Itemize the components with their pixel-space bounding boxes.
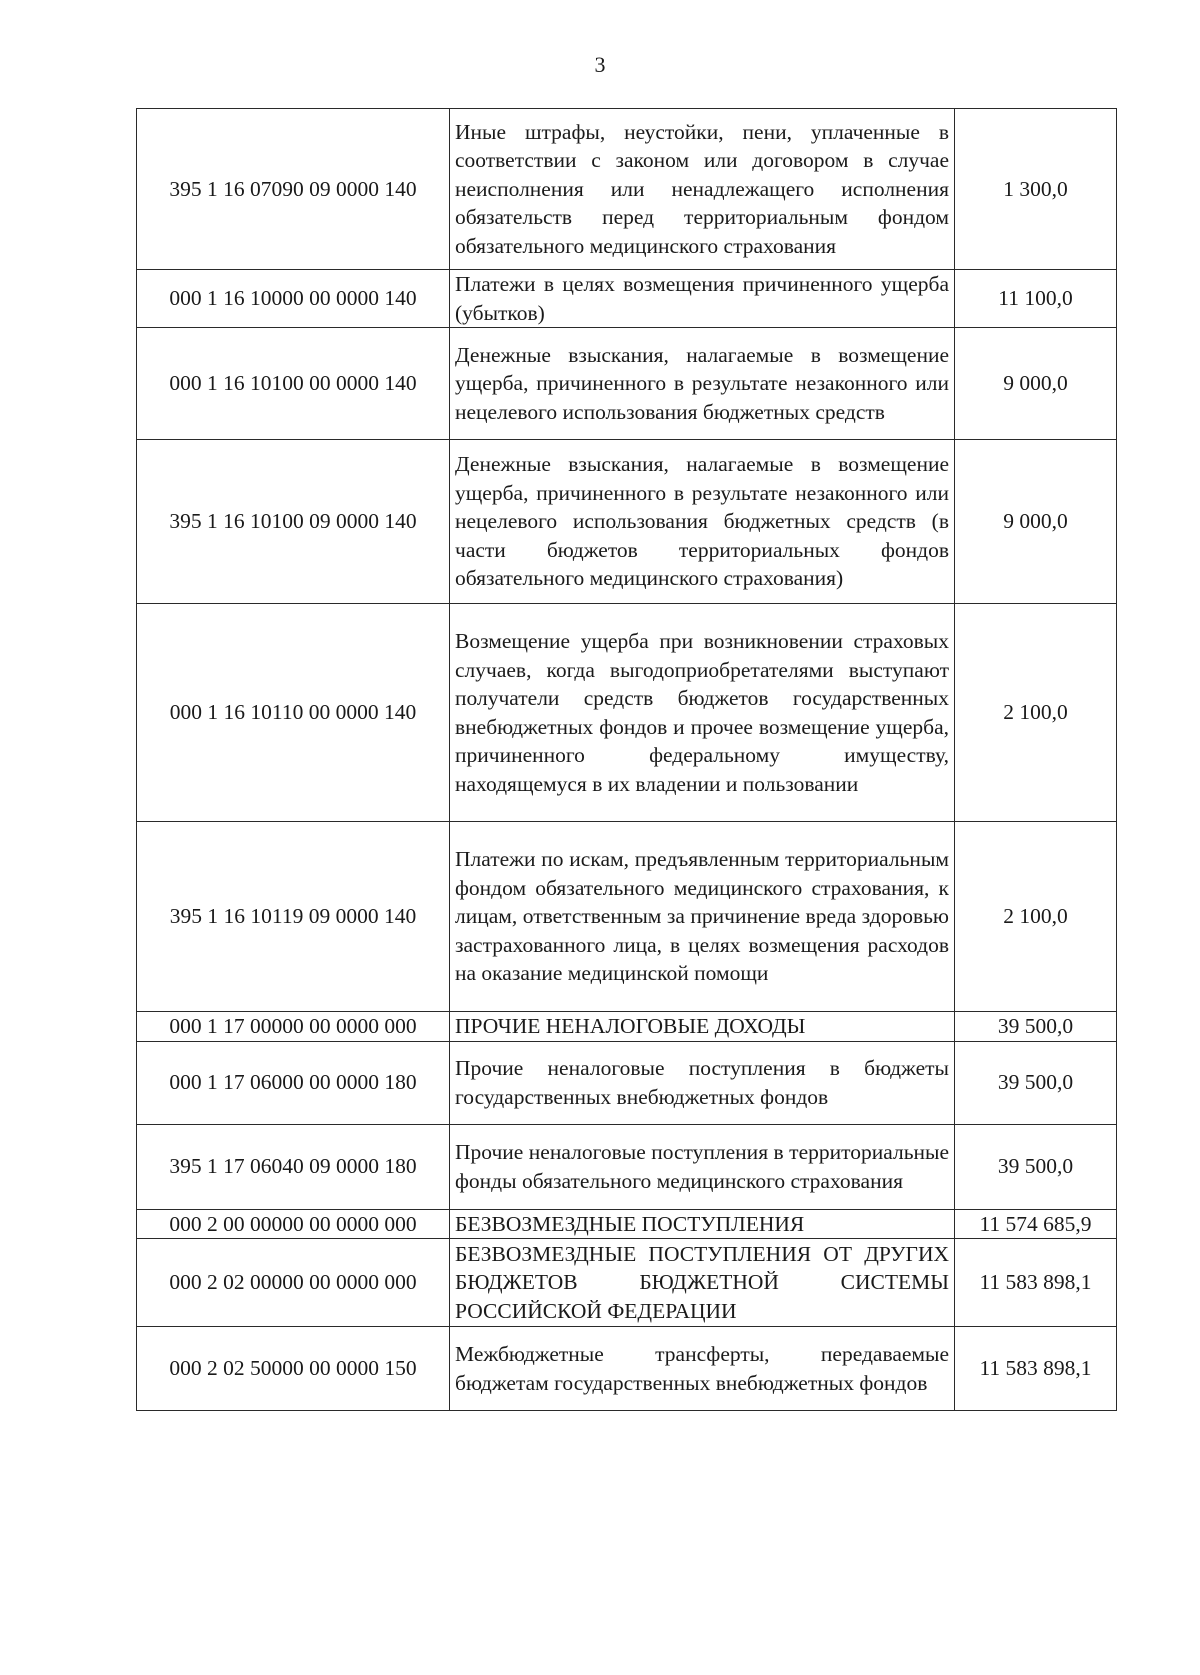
page-number: 3	[594, 52, 606, 77]
revenue-name: Прочие неналоговые поступления в бюджеты государственных внебюджетных фондов	[450, 1041, 955, 1124]
budget-code: 000 1 16 10110 00 0000 140	[137, 604, 450, 822]
amount: 1 300,0	[955, 109, 1117, 270]
revenue-name: Иные штрафы, неустойки, пени, уплаченные в соответствии с законом или договором в случае неисполнения или ненадлежащего исполнения обязательств перед территориальным фондом обязательного медицинского страхования	[450, 109, 955, 270]
budget-code: 395 1 17 06040 09 0000 180	[137, 1124, 450, 1209]
amount: 39 500,0	[955, 1041, 1117, 1124]
budget-code: 395 1 16 10119 09 0000 140	[137, 822, 450, 1012]
budget-code: 000 1 17 00000 00 0000 000	[137, 1012, 450, 1042]
table-row	[137, 1012, 1117, 1042]
amount: 9 000,0	[955, 328, 1117, 440]
table-row	[137, 604, 1117, 822]
amount: 11 583 898,1	[955, 1239, 1117, 1327]
revenue-name: Денежные взыскания, налагаемые в возмещение ущерба, причиненного в результате незаконного или нецелевого использования бюджетных средств (в части бюджетов территориальных фондов обязательного медицинского страхования)	[450, 440, 955, 604]
amount: 9 000,0	[955, 440, 1117, 604]
amount: 2 100,0	[955, 822, 1117, 1012]
amount: 11 100,0	[955, 270, 1117, 328]
budget-code: 000 2 00 00000 00 0000 000	[137, 1209, 450, 1239]
amount: 39 500,0	[955, 1012, 1117, 1042]
table-row	[137, 270, 1117, 328]
revenue-name: ПРОЧИЕ НЕНАЛОГОВЫЕ ДОХОДЫ	[450, 1012, 955, 1042]
table-row	[137, 109, 1117, 270]
amount: 11 583 898,1	[955, 1327, 1117, 1411]
table-row	[137, 328, 1117, 440]
revenue-name: Платежи по искам, предъявленным территориальным фондом обязательного медицинского страхования, к лицам, ответственным за причинение вреда здоровью застрахованного лица, в целях возмещения расходов на оказание медицинской помощи	[450, 822, 955, 1012]
table-row	[137, 1327, 1117, 1411]
revenue-name: БЕЗВОЗМЕЗДНЫЕ ПОСТУПЛЕНИЯ	[450, 1209, 955, 1239]
revenue-name: Межбюджетные трансферты, передаваемые бюджетам государственных внебюджетных фондов	[450, 1327, 955, 1411]
revenue-table	[136, 108, 1117, 1411]
budget-code: 000 1 16 10100 00 0000 140	[137, 328, 450, 440]
revenue-name: Прочие неналоговые поступления в территориальные фонды обязательного медицинского страхования	[450, 1124, 955, 1209]
table-row	[137, 1209, 1117, 1239]
revenue-name: БЕЗВОЗМЕЗДНЫЕ ПОСТУПЛЕНИЯ ОТ ДРУГИХ БЮДЖЕТОВ БЮДЖЕТНОЙ СИСТЕМЫ РОССИЙСКОЙ ФЕДЕРАЦИИ	[450, 1239, 955, 1327]
table-row	[137, 1124, 1117, 1209]
table-row	[137, 1239, 1117, 1327]
revenue-name: Денежные взыскания, налагаемые в возмещение ущерба, причиненного в результате незаконного или нецелевого использования бюджетных средств	[450, 328, 955, 440]
amount: 2 100,0	[955, 604, 1117, 822]
budget-code: 000 2 02 00000 00 0000 000	[137, 1239, 450, 1327]
budget-code: 000 2 02 50000 00 0000 150	[137, 1327, 450, 1411]
budget-code: 395 1 16 07090 09 0000 140	[137, 109, 450, 270]
budget-code: 000 1 16 10000 00 0000 140	[137, 270, 450, 328]
table-row	[137, 822, 1117, 1012]
budget-code: 000 1 17 06000 00 0000 180	[137, 1041, 450, 1124]
amount: 39 500,0	[955, 1124, 1117, 1209]
amount: 11 574 685,9	[955, 1209, 1117, 1239]
budget-code: 395 1 16 10100 09 0000 140	[137, 440, 450, 604]
revenue-name: Платежи в целях возмещения причиненного ущерба (убытков)	[450, 270, 955, 328]
revenue-name: Возмещение ущерба при возникновении страховых случаев, когда выгодоприобретателями выступают получатели средств бюджетов государственных внебюджетных фондов и прочее возмещение ущерба, причиненного федеральному имуществу, находящемуся в их владении и пользовании	[450, 604, 955, 822]
table-row	[137, 1041, 1117, 1124]
table-row	[137, 440, 1117, 604]
